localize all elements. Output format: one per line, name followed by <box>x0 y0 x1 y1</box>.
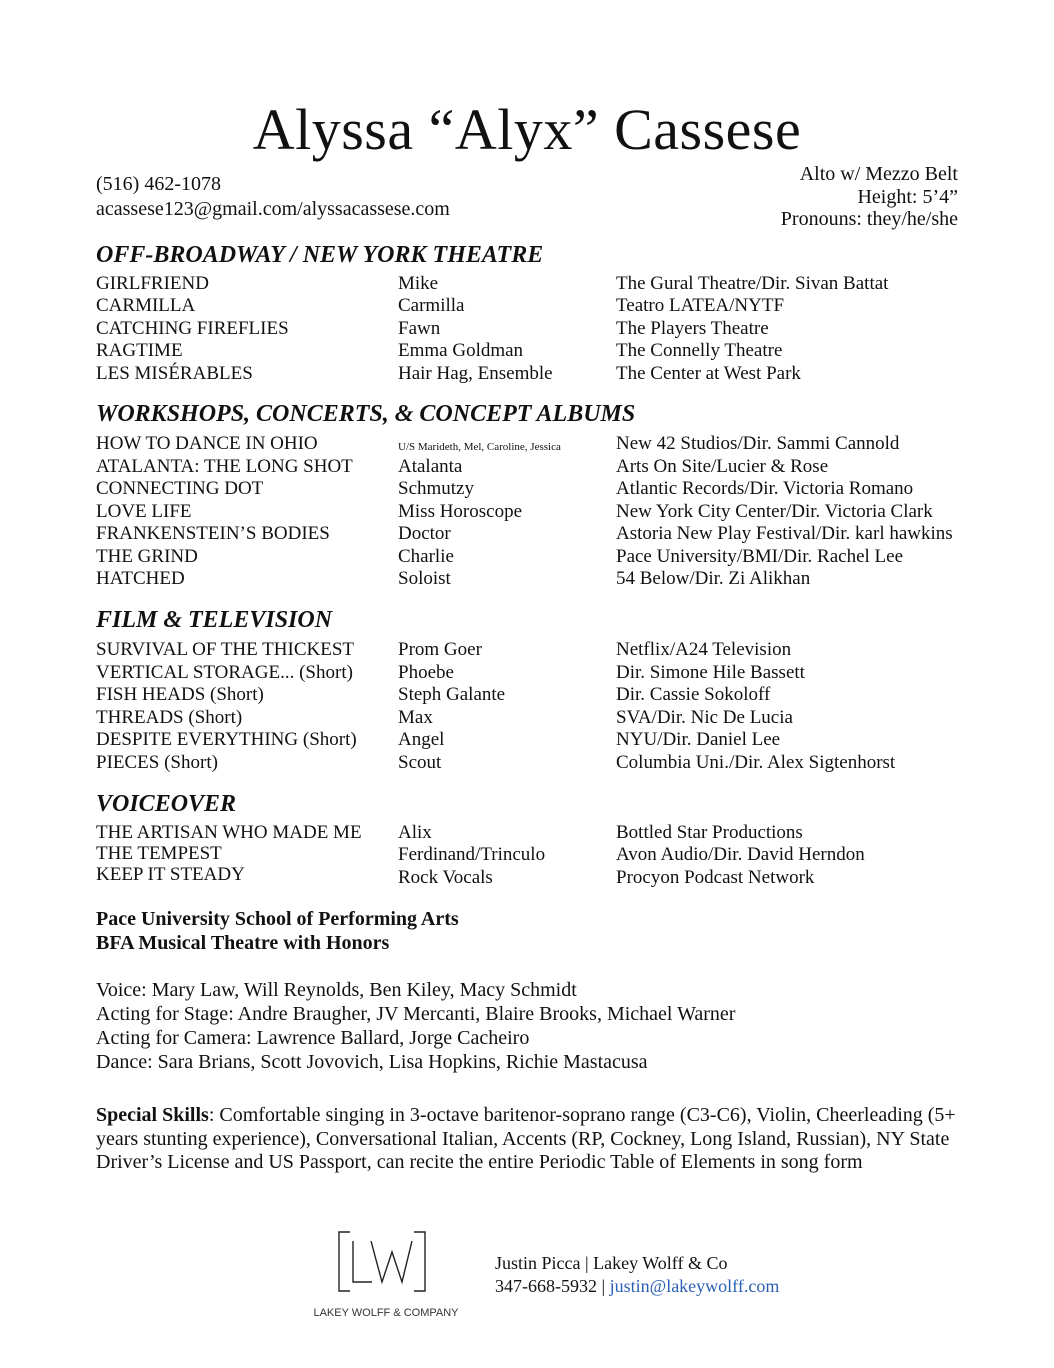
credit-row <box>0 729 1054 751</box>
credit-row <box>0 546 1054 568</box>
credit-role: Alix <box>398 822 432 843</box>
credit-row <box>0 478 1054 500</box>
credit-title: VERTICAL STORAGE... (Short) <box>96 662 353 683</box>
credit-title: SURVIVAL OF THE THICKEST <box>96 639 354 660</box>
agent-separator: | <box>597 1276 610 1296</box>
pronouns: Pronouns: they/he/she <box>780 208 958 230</box>
credit-title: LOVE LIFE <box>96 501 192 522</box>
credit-title: GIRLFRIEND <box>96 273 209 294</box>
phone-number: (516) 462-1078 <box>96 173 221 195</box>
credit-row <box>0 864 1054 886</box>
agent-contact <box>495 1252 779 1298</box>
credit-venue: Astoria New Play Festival/Dir. karl hawkins <box>616 523 953 544</box>
credit-role: Soloist <box>398 568 451 589</box>
training <box>96 978 735 1074</box>
credit-venue: The Connelly Theatre <box>616 340 783 361</box>
credit-row <box>0 318 1054 340</box>
credit-role: U/S Marideth, Mel, Caroline, Jessica <box>398 441 561 453</box>
credit-row <box>0 662 1054 684</box>
credit-venue: Netflix/A24 Television <box>616 639 792 660</box>
height: Height: 5’4” <box>857 185 958 208</box>
actor-name: Alyssa “Alyx” Cassese <box>252 97 802 162</box>
agent-line: Justin Picca | Lakey Wolff & Co <box>495 1253 728 1273</box>
credit-role: Rock Vocals <box>398 867 493 888</box>
credit-venue: Bottled Star Productions <box>616 822 803 843</box>
credit-venue: Dir. Simone Hile Bassett <box>616 662 805 683</box>
credit-row <box>0 822 1054 844</box>
credit-title: ATALANTA: THE LONG SHOT <box>96 456 353 477</box>
credit-role: Prom Goer <box>398 639 482 660</box>
credit-venue: New York City Center/Dir. Victoria Clark <box>616 501 933 522</box>
credit-role: Carmilla <box>398 295 465 316</box>
agent-phone-email <box>495 1275 779 1298</box>
credit-title: FISH HEADS (Short) <box>96 684 264 705</box>
credit-role: Miss Horoscope <box>398 501 523 522</box>
credit-title: RAGTIME <box>96 340 183 361</box>
credit-role: Angel <box>398 729 445 750</box>
credit-venue: The Players Theatre <box>616 318 769 339</box>
credit-row <box>0 273 1054 295</box>
credit-role: Fawn <box>398 318 441 339</box>
credit-title: LES MISÉRABLES <box>96 363 253 384</box>
credit-title: DESPITE EVERYTHING (Short) <box>96 729 357 750</box>
vitals <box>781 163 958 231</box>
credit-title: THE TEMPEST <box>96 843 222 864</box>
credit-title: KEEP IT STEADY <box>96 864 245 885</box>
training-acting-camera: Acting for Camera: Lawrence Ballard, Jorge Cacheiro <box>96 1027 530 1049</box>
credit-venue: Dir. Cassie Sokoloff <box>616 684 771 705</box>
credit-title: CARMILLA <box>96 295 196 316</box>
credit-row <box>0 752 1054 774</box>
credit-venue: Atlantic Records/Dir. Victoria Romano <box>616 478 914 499</box>
credit-title: THREADS (Short) <box>96 707 243 728</box>
credit-venue: NYU/Dir. Daniel Lee <box>616 729 781 750</box>
training-voice: Voice: Mary Law, Will Reynolds, Ben Kiley, Macy Schmidt <box>96 979 577 1001</box>
lw-logo-mark <box>306 1228 466 1306</box>
credit-role: Mike <box>398 273 439 294</box>
email-website: acassese123@gmail.com/alyssacassese.com <box>96 198 450 220</box>
credit-venue: New 42 Studios/Dir. Sammi Cannold <box>616 433 900 454</box>
credit-role: Steph Galante <box>398 684 506 705</box>
credit-venue: The Gural Theatre/Dir. Sivan Battat <box>616 273 889 294</box>
section-title-theatre: OFF-BROADWAY / NEW YORK THEATRE <box>96 242 544 268</box>
credit-role: Scout <box>398 752 442 773</box>
credit-row <box>0 456 1054 478</box>
credit-row <box>0 568 1054 590</box>
credit-venue: The Center at West Park <box>616 363 801 384</box>
credit-row <box>0 433 1054 455</box>
credit-venue: Avon Audio/Dir. David Herndon <box>616 844 865 865</box>
section-title-film-tv: FILM & TELEVISION <box>96 607 333 633</box>
credit-row <box>0 523 1054 545</box>
credit-role: Phoebe <box>398 662 454 683</box>
credit-title: CATCHING FIREFLIES <box>96 318 289 339</box>
credit-row <box>0 684 1054 706</box>
skills-text: : Comfortable singing in 3-octave baritenor-soprano range (C3-C6), Violin, Cheerleading (5+ years stunting experience), Conversational Italian, Accents (RP, Cockney, Long Island, Russian), NY State Driver’s License and US Passport, can recite the entire Periodic Table of Elements in song form <box>96 1104 956 1173</box>
credit-venue: Columbia Uni./Dir. Alex Sigtenhorst <box>616 752 896 773</box>
school-name: Pace University School of Performing Arts <box>96 908 459 930</box>
credit-role: Doctor <box>398 523 451 544</box>
training-acting-stage: Acting for Stage: Andre Braugher, JV Mercanti, Blaire Brooks, Michael Warner <box>96 1003 736 1025</box>
credit-role: Charlie <box>398 546 454 567</box>
contact-info <box>96 172 450 222</box>
credit-row <box>0 639 1054 661</box>
agency-logo-name: LAKEY WOLFF & COMPANY <box>313 1307 459 1319</box>
credit-venue: 54 Below/Dir. Zi Alikhan <box>616 568 811 589</box>
skills-label: Special Skills <box>96 1104 209 1126</box>
agency-logo <box>306 1228 466 1323</box>
training-dance: Dance: Sara Brians, Scott Jovovich, Lisa Hopkins, Richie Mastacusa <box>96 1051 648 1073</box>
credit-row <box>0 707 1054 729</box>
credit-title: HOW TO DANCE IN OHIO <box>96 433 318 454</box>
section-title-workshops: WORKSHOPS, CONCERTS, & CONCEPT ALBUMS <box>96 401 636 427</box>
credit-venue: SVA/Dir. Nic De Lucia <box>616 707 793 728</box>
agent-phone: 347-668-5932 <box>495 1276 597 1296</box>
credit-title: CONNECTING DOT <box>96 478 264 499</box>
credit-title: THE GRIND <box>96 546 198 567</box>
credit-role: Max <box>398 707 433 728</box>
credit-row <box>0 295 1054 317</box>
credit-row <box>0 340 1054 362</box>
credit-role: Hair Hag, Ensemble <box>398 363 553 384</box>
credit-row <box>0 363 1054 385</box>
voice-type: Alto w/ Mezzo Belt <box>799 163 958 185</box>
special-skills <box>96 1104 956 1175</box>
agent-email-link[interactable]: justin@lakeywolff.com <box>609 1276 780 1296</box>
credit-venue: Teatro LATEA/NYTF <box>616 295 785 316</box>
credit-title: THE ARTISAN WHO MADE ME <box>96 822 362 843</box>
credit-row <box>0 501 1054 523</box>
credit-title: FRANKENSTEIN’S BODIES <box>96 523 330 544</box>
credit-role: Schmutzy <box>398 478 474 499</box>
credit-title: HATCHED <box>96 568 185 589</box>
credit-role: Emma Goldman <box>398 340 524 361</box>
education <box>96 907 459 955</box>
credit-venue: Procyon Podcast Network <box>616 867 815 888</box>
credit-role: Atalanta <box>398 456 463 477</box>
credit-venue: Arts On Site/Lucier & Rose <box>616 456 829 477</box>
credit-role: Ferdinand/Trinculo <box>398 844 546 865</box>
section-title-voiceover: VOICEOVER <box>96 791 237 817</box>
credit-venue: Pace University/BMI/Dir. Rachel Lee <box>616 546 904 567</box>
credit-row <box>0 843 1054 865</box>
degree: BFA Musical Theatre with Honors <box>96 932 390 954</box>
credit-title: PIECES (Short) <box>96 752 218 773</box>
